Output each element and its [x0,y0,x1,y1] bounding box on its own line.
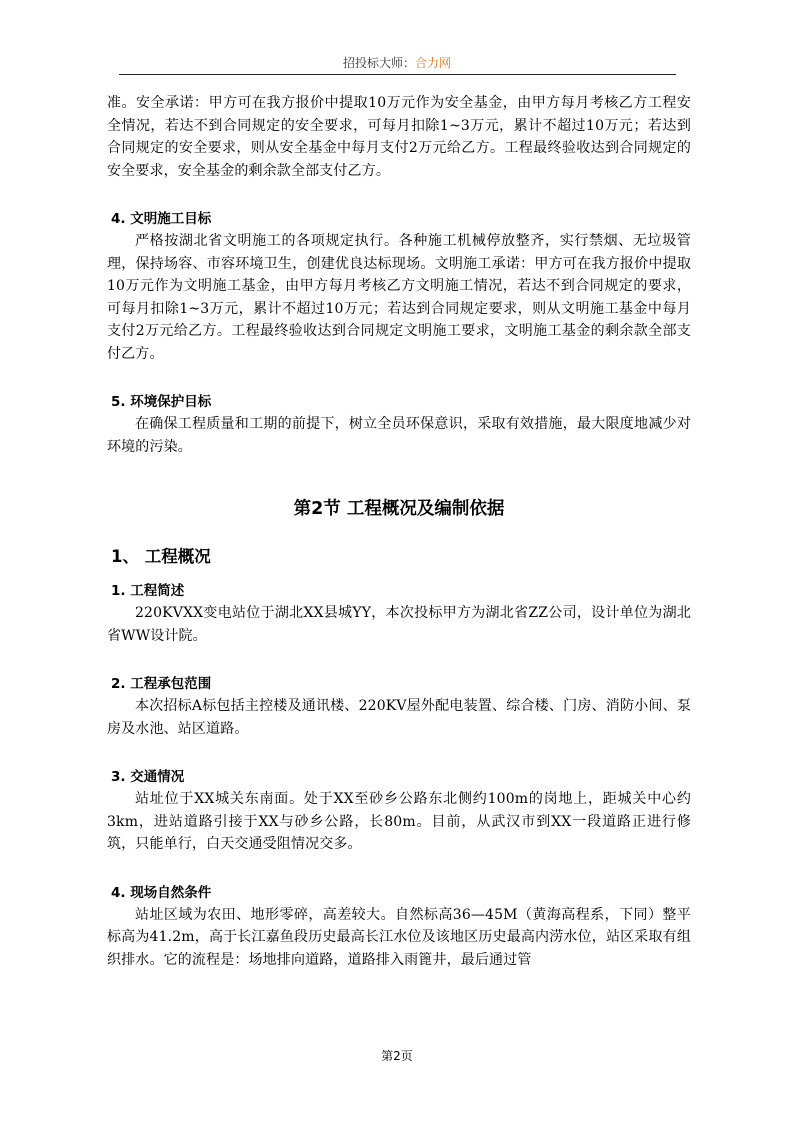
chapter-title: 1、 工程概况 [111,547,211,566]
paragraph-project-brief: 220KVXX变电站位于湖北XX县城YY，本次投标甲方为湖北省ZZ公司，设计单位为湖北省WW设计院。 [107,605,691,644]
heading-traffic: 3. 交通情况 [111,769,185,785]
paragraph-civil-construction: 严格按湖北省文明施工的各项规定执行。各种施工机械停放整齐，实行禁烟、无垃圾管理，保持场容、市容环境卫生，创建优良达标现场。文明施工承诺：甲方可在我方报价中提取10万元作为文明施工基金，由甲方每月考核乙方文明施工情况，若达不到合同规定的要求，可每月扣除1~3万元，累计不超过10万元；若达到合同规定要求，则从文明施工基金中每月支付2万元给乙方。工程最终验收达到合同规定文明施工要求，文明施工基金的剩余款全部支付乙方。 [107,233,691,362]
paragraph-natural-conditions: 站址区域为农田、地形零碎，高差较大。自然标高36—45M（黄海高程系，下同）整平标高为41.2m，高于长江嘉鱼段历史最高长江水位及该地区历史最高内涝水位，站区采取有组织排水。它的流程是：场地排向道路，道路排入雨篦井，最后通过管 [107,906,691,968]
page-header [0,54,794,71]
heading-civil-construction: 4. 文明施工目标 [111,211,212,227]
page-content [107,92,691,971]
paragraph-contract-scope: 本次招标A标包括主控楼及通讯楼、220KV屋外配电装置、综合楼、门房、消防小间、泵房及水池、站区道路。 [107,698,691,737]
header-brand[interactable]: 合力网 [415,56,452,70]
heading-contract-scope: 2. 工程承包范围 [111,676,212,692]
heading-environment: 5. 环境保护目标 [111,394,212,410]
page-number: 第2页 [381,1049,413,1063]
paragraph-traffic: 站址位于XX城关东南面。处于XX至砂乡公路东北侧约100m的岗地上，距城关中心约3km，进站道路引接于XX与砂乡公路，长80m。目前，从武汉市到XX一段道路正进行修筑，只能单行，白天交通受阻情况交多。 [107,791,691,852]
heading-project-brief: 1. 工程简述 [111,583,185,599]
header-prefix: 招投标大师： [342,56,415,70]
header-rule [119,74,676,75]
heading-natural-conditions: 4. 现场自然条件 [111,884,212,901]
paragraph-safety-commitment: 准。安全承诺：甲方可在我方报价中提取10万元作为安全基金，由甲方每月考核乙方工程安全情况，若达不到合同规定的安全要求，可每月扣除1~3万元，累计不超过10万元；若达到合同规定的安全要求，则从安全基金中每月支付2万元给乙方。工程最终验收达到合同规定的安全要求，安全基金的剩余款全部支付乙方。 [107,95,691,179]
section-title: 第2节 工程概况及编制依据 [293,499,505,519]
paragraph-environment: 在确保工程质量和工期的前提下，树立全员环保意识，采取有效措施，最大限度地减少对环境的污染。 [107,416,691,455]
